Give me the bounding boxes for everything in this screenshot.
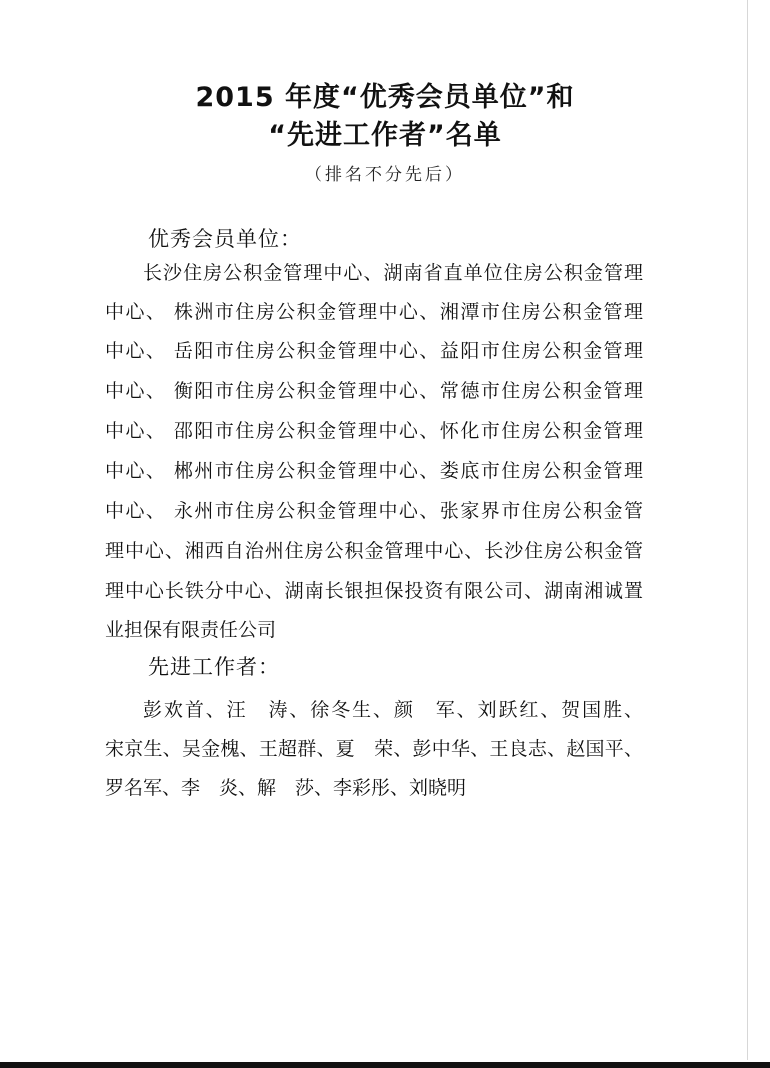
units-list-line: 业担保有限责任公司 xyxy=(105,619,277,641)
workers-list-line: 罗名军、李 炎、解 莎、李彩彤、刘晓明 xyxy=(105,777,467,799)
page-bottom-edge xyxy=(0,1062,770,1068)
units-list-line: 中心、 郴州市住房公积金管理中心、娄底市住房公积金管理 xyxy=(105,460,643,482)
workers-list-line: 彭欢首、汪 涛、徐冬生、颜 军、刘跃红、贺国胜、 xyxy=(143,699,643,721)
units-list-line: 长沙住房公积金管理中心、湖南省直单位住房公积金管理 xyxy=(143,262,643,284)
units-list-line: 中心、 衡阳市住房公积金管理中心、常德市住房公积金管理 xyxy=(105,380,643,402)
workers-list-line: 宋京生、吴金槐、王超群、夏 荣、彭中华、王良志、赵国平、 xyxy=(105,738,643,760)
units-list-line: 理中心、湘西自治州住房公积金管理中心、长沙住房公积金管 xyxy=(105,540,643,562)
units-section-heading: 优秀会员单位： xyxy=(148,227,302,251)
units-list-line: 中心、 岳阳市住房公积金管理中心、益阳市住房公积金管理 xyxy=(105,340,643,362)
units-list-line: 中心、 邵阳市住房公积金管理中心、怀化市住房公积金管理 xyxy=(105,420,643,442)
units-list-line: 理中心长铁分中心、湖南长银担保投资有限公司、湖南湘诚置 xyxy=(105,580,643,602)
units-list-line: 中心、 株洲市住房公积金管理中心、湘潭市住房公积金管理 xyxy=(105,301,643,323)
document-subtitle: （排名不分先后） xyxy=(305,165,465,185)
units-list-line: 中心、 永州市住房公积金管理中心、张家界市住房公积金管 xyxy=(105,500,643,522)
page-right-edge xyxy=(747,0,748,1060)
workers-section-heading: 先进工作者： xyxy=(148,655,280,679)
document-title-line-1: 2015 年度“优秀会员单位”和 xyxy=(195,82,575,113)
document-title-line-2: “先进工作者”名单 xyxy=(268,120,502,151)
